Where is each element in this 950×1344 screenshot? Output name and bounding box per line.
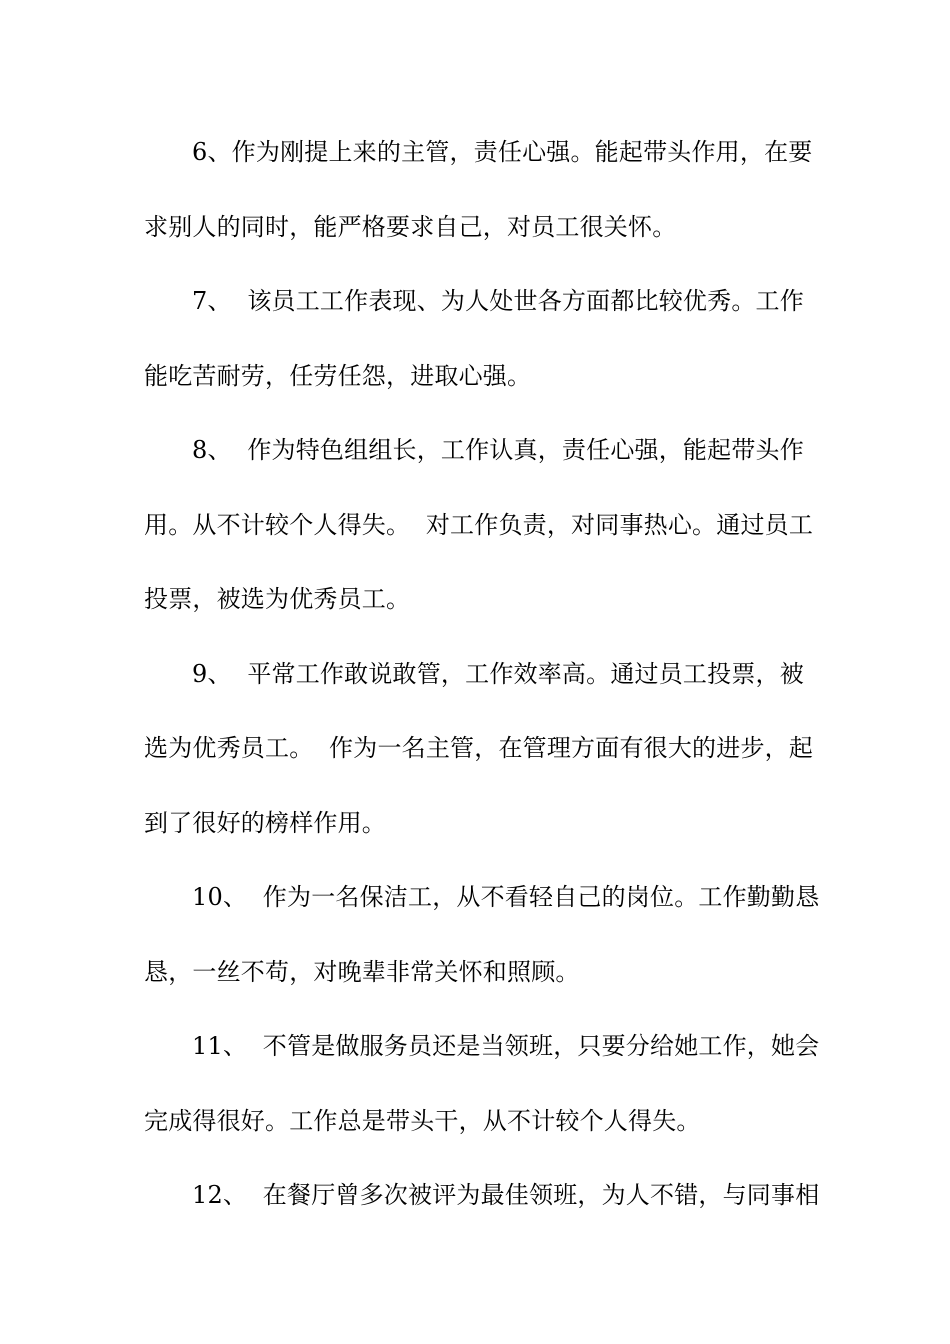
paragraph-7-line-2: 能吃苦耐劳，任劳任怨，进取心强。 bbox=[144, 362, 532, 390]
paragraph-9-line-3: 到了很好的榜样作用。 bbox=[144, 809, 386, 837]
paragraph-10-line-1: 10、 作为一名保洁工，从不看轻自己的岗位。工作勤勤恳 bbox=[192, 883, 820, 911]
paragraph-8-line-2: 用。从不计较个人得失。 对工作负责，对同事热心。通过员工 bbox=[144, 511, 814, 539]
paragraph-7-line-1: 7、 该员工工作表现、为人处世各方面都比较优秀。工作 bbox=[192, 287, 804, 315]
paragraph-9-line-1: 9、 平常工作敢说敢管，工作效率高。通过员工投票，被 bbox=[192, 660, 804, 688]
paragraph-10-line-2: 恳，一丝不苟，对晚辈非常关怀和照顾。 bbox=[144, 958, 580, 986]
paragraph-8-line-3: 投票，被选为优秀员工。 bbox=[144, 585, 411, 613]
paragraph-12-line-1: 12、 在餐厅曾多次被评为最佳领班，为人不错，与同事相 bbox=[192, 1181, 820, 1209]
paragraph-11-line-2: 完成得很好。工作总是带头干，从不计较个人得失。 bbox=[144, 1107, 701, 1135]
paragraph-9-line-2: 选为优秀员工。 作为一名主管，在管理方面有很大的进步，起 bbox=[144, 734, 814, 762]
paragraph-6-line-2: 求别人的同时，能严格要求自己，对员工很关怀。 bbox=[144, 213, 677, 241]
paragraph-6-line-1: 6、作为刚提上来的主管，责任心强。能起带头作用，在要 bbox=[192, 138, 813, 166]
paragraph-8-line-1: 8、 作为特色组组长，工作认真，责任心强，能起带头作 bbox=[192, 436, 804, 464]
paragraph-11-line-1: 11、 不管是做服务员还是当领班，只要分给她工作，她会 bbox=[192, 1032, 820, 1060]
